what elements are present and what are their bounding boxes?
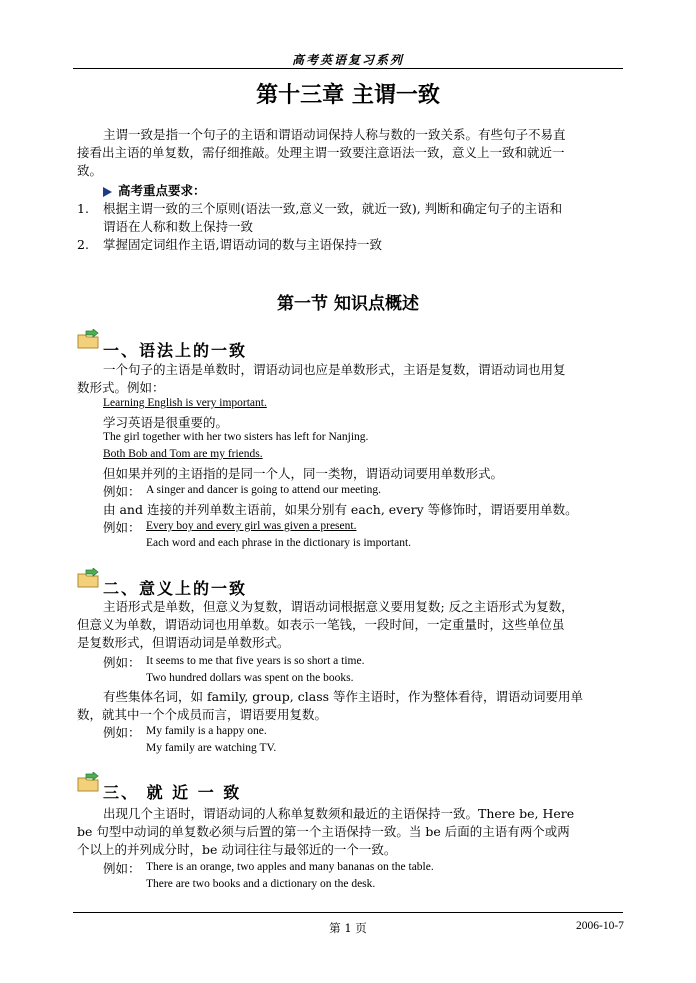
part2-p2: 有些集体名词，如 family, group, class 等作主语时，作为整体看待，谓语动词要用单	[103, 689, 584, 704]
part2-ex4: My family are watching TV.	[146, 742, 277, 754]
part1-p2: 但如果并列的主语指的是同一个人，同一类物，谓语动词要用单数形式。	[103, 466, 504, 481]
part1-ex5: Every boy and every girl was given a present.	[146, 520, 357, 532]
req-2-line-1: 掌握固定词组作主语,谓语动词的数与主语保持一致	[103, 237, 382, 252]
part2-p1b: 但意义为单数，谓语动词也用单数。如表示一笔钱，一段时间，一定重量时，这些单位虽	[77, 617, 565, 632]
req-1-num: 1.	[77, 201, 89, 216]
requirements-heading-text: 高考重点要求：	[118, 183, 206, 198]
part1-ex4-prefix: 例如：	[103, 484, 141, 499]
part3-p1c: 个以上的并列成分时，be 动词往往与最邻近的一个一致。	[77, 842, 397, 857]
part1-ex1: Learning English is very important.	[103, 397, 267, 409]
header-rule	[73, 68, 623, 69]
part3-heading: 三、 就 近 一 致	[103, 783, 242, 802]
part2-p1: 主语形式是单数，但意义为复数，谓语动词根据意义要用复数; 反之主语形式为复数，	[103, 599, 574, 614]
footer-date: 2006-10-7	[576, 920, 624, 932]
part1-ex6: Each word and each phrase in the dictionary is important.	[146, 537, 412, 549]
folder-arrow-icon	[77, 568, 99, 588]
chapter-title: 第十三章 主谓一致	[256, 83, 440, 108]
part3-ex1: There is an orange, two apples and many bananas on the table.	[146, 861, 434, 873]
section-title: 第一节 知识点概述	[277, 294, 419, 314]
part1-ex3: Both Bob and Tom are my friends.	[103, 448, 263, 460]
part3-p1: 出现几个主语时，谓语动词的人称单复数须和最近的主语保持一致。There be, Here	[103, 806, 575, 821]
part3-ex2: There are two books and a dictionary on the desk.	[146, 878, 376, 890]
part1-heading: 一、语法上的一致	[103, 341, 248, 360]
intro-line-1: 主谓一致是指一个句子的主语和谓语动词保持人称与数的一致关系。有些句子不易直	[103, 127, 566, 142]
part3-p1b: be 句型中动词的单复数必须与后置的第一个主语保持一致。当 be 后面的主语有两个或两	[77, 824, 570, 839]
part1-p1: 一个句子的主语是单数时，谓语动词也应是单数形式，主语是复数，谓语动词也用复	[103, 362, 566, 377]
part1-ex2: The girl together with her two sisters has left for Nanjing.	[103, 431, 369, 443]
part1-p1b: 数形式。例如：	[77, 380, 165, 395]
part2-ex1-prefix: 例如：	[103, 655, 141, 670]
triangle-bullet-icon	[103, 187, 112, 197]
part2-ex2: Two hundred dollars was spent on the books.	[146, 672, 354, 684]
footer-rule	[73, 912, 623, 913]
part2-p1c: 是复数形式，但谓语动词是单数形式。	[77, 635, 290, 650]
series-title: 高考英语复习系列	[291, 53, 404, 67]
part1-ex4: A singer and dancer is going to attend our meeting.	[146, 484, 382, 496]
folder-arrow-icon	[77, 772, 99, 792]
part3-ex1-prefix: 例如：	[103, 861, 141, 876]
intro-line-2: 接看出主语的单复数，需仔细推敲。处理主谓一致要注意语法一致，意义上一致和就近一	[77, 145, 565, 160]
part2-p2b: 数，就其中一个个成员而言，谓语要用复数。	[77, 707, 328, 722]
part1-p3: 由 and 连接的并列单数主语前，如果分别有 each, every 等修饰时，谓语要用单数。	[103, 502, 578, 517]
part1-ex5-prefix: 例如：	[103, 520, 141, 535]
folder-arrow-icon	[77, 329, 99, 349]
part2-ex3-prefix: 例如：	[103, 725, 141, 740]
page-number: 第 1 页	[329, 921, 367, 935]
req-2-num: 2.	[77, 237, 89, 252]
part2-ex3: My family is a happy one.	[146, 725, 267, 737]
req-1-line-2: 谓语在人称和数上保持一致	[103, 219, 254, 234]
requirements-heading	[103, 181, 206, 199]
part2-heading: 二、意义上的一致	[103, 579, 248, 598]
intro-line-3: 致。	[77, 163, 103, 178]
part1-ex1-cn: 学习英语是很重要的。	[103, 415, 229, 430]
req-1-line-1: 根据主谓一致的三个原则(语法一致,意义一致，就近一致), 判断和确定句子的主语和	[103, 201, 563, 216]
part2-ex1: It seems to me that five years is so short a time.	[146, 655, 365, 667]
